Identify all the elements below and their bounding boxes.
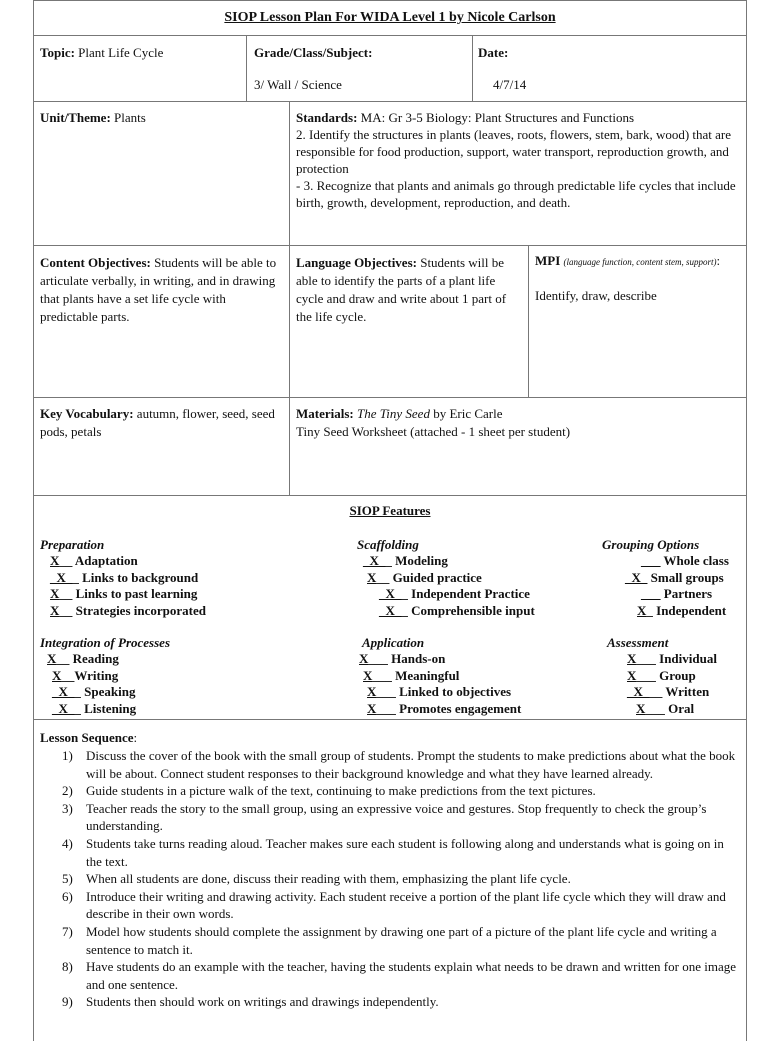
checkbox-mark: _X_ (52, 700, 75, 716)
checkbox-mark: X (636, 700, 646, 716)
step-text: Teacher reads the story to the small group, using an expressive voice and gestures. Stop frequently to check the group’s understanding. (86, 800, 707, 834)
column-divider (472, 35, 473, 101)
checkbox-mark: X (637, 602, 647, 618)
application-group (359, 634, 521, 717)
checkbox-mark: _X_ (625, 569, 648, 585)
feature-item: ___ Linked to objectives (376, 684, 512, 699)
feature-item: ___ Individual (636, 651, 717, 666)
topic-value: Plant Life Cycle (78, 45, 164, 60)
grouping-options-group (602, 536, 729, 619)
siop-features-title: SIOP Features (349, 503, 431, 518)
lesson-sequence-colon: : (133, 730, 138, 745)
step-number: 7) (62, 923, 73, 939)
language-objectives-text: Students will be able to identify the parts of a plant life cycle and draw and write about 1 part of the life cycle. (296, 255, 507, 324)
feature-item: __ Adaptation (59, 553, 138, 568)
feature-item: _ Independent Practice (401, 586, 530, 601)
feature-item: ___ Hands-on (368, 651, 446, 666)
checkbox-mark: X (627, 651, 637, 666)
row-divider (34, 495, 746, 496)
step-number: 3) (62, 800, 73, 816)
date-label: Date: (478, 45, 509, 60)
list-item (40, 800, 742, 835)
checkbox-mark: X (627, 667, 637, 683)
key-vocabulary-cell (40, 405, 280, 441)
feature-item: ___ Oral (645, 700, 695, 716)
feature-item: Partners (660, 586, 713, 601)
checkbox-mark: ___ (641, 553, 661, 568)
scaffolding-group (357, 536, 535, 619)
column-divider (246, 35, 247, 101)
page-title: SIOP Lesson Plan For WIDA Level 1 by Nicole Carlson (224, 10, 556, 25)
assessment-heading: Assessment (607, 635, 669, 650)
application-heading: Application (362, 635, 425, 650)
scaffolding-heading: Scaffolding (357, 537, 419, 552)
mpi-colon: : (716, 253, 721, 268)
topic-label: Topic: (40, 45, 75, 60)
grade-value: 3/ Wall / Science (254, 77, 342, 92)
checkbox-mark: _X_ (627, 684, 650, 699)
lesson-sequence-label: Lesson Sequence (40, 730, 134, 745)
preparation-group (40, 536, 206, 619)
list-item (40, 870, 742, 888)
mpi-cell (535, 252, 743, 304)
language-objectives-cell (296, 254, 524, 326)
step-number: 4) (62, 835, 73, 851)
unit-value: Plants (114, 110, 146, 125)
checkbox-mark: X (50, 553, 60, 568)
list-item (40, 747, 742, 782)
mpi-note: (language function, content stem, support) (563, 257, 717, 267)
materials-line-2: Tiny Seed Worksheet (attached - 1 sheet per student) (296, 424, 571, 439)
list-item (40, 782, 742, 800)
lesson-sequence-list (40, 747, 742, 1011)
standards-label: Standards: (296, 110, 358, 125)
assessment-group (607, 634, 717, 717)
step-number: 2) (62, 783, 73, 799)
row-divider (34, 397, 746, 398)
unit-label: Unit/Theme: (40, 110, 111, 125)
checkbox-mark: X (363, 667, 373, 683)
list-item (40, 958, 742, 993)
row-divider (34, 245, 746, 246)
checkbox-mark: _X_ (379, 602, 402, 618)
checkbox-mark: X (47, 651, 57, 666)
checkbox-mark: _X_ (379, 586, 402, 601)
checkbox-mark: X (50, 602, 60, 618)
materials-book: The Tiny Seed (357, 406, 430, 421)
standards-item-2: 2. Identify the structures in plants (leaves, roots, flowers, stem, bark, wood) that are responsible for food production, support, water transport, reproduction growth, and protection (296, 127, 732, 176)
date-value: 4/7/14 (493, 77, 527, 92)
key-vocabulary-text: autumn, flower, seed, seed pods, petals (40, 406, 275, 439)
standards-item-3: - 3. Recognize that plants and animals go through predictable life cycles that include birth, growth, development, reproduction, and death. (296, 178, 736, 210)
row-divider (34, 101, 746, 102)
standards-line1: MA: Gr 3-5 Biology: Plant Structures and Functions (360, 110, 635, 125)
feature-item: __ Links to past learning (59, 586, 198, 601)
content-objectives-cell (40, 254, 280, 326)
content-objectives-text: Students will be able to articulate verbally, in writing, and in drawing that plants have a set life cycle with predictable parts. (40, 255, 277, 324)
step-text: Students then should work on writings and drawings independently. (86, 994, 439, 1010)
step-text: Discuss the cover of the book with the small group of students. Prompt the students to make predictions about what the book will be about. Connect student responses to their background knowledge and what they have learned already. (86, 748, 736, 781)
column-divider (289, 101, 290, 495)
list-item (40, 923, 742, 958)
materials-author: by Eric Carle (433, 406, 503, 421)
step-number: 1) (62, 748, 73, 763)
checkbox-mark: X (367, 700, 377, 716)
checkbox-mark: X (52, 667, 62, 683)
feature-item: ___ Meaningful (372, 667, 460, 683)
feature-item: __ Written (649, 684, 710, 699)
checkbox-mark: _X_ (50, 569, 73, 585)
step-text: Students take turns reading aloud. Teacher makes sure each student is following along and understands what is going on in the text. (86, 835, 724, 869)
feature-item: __ Reading (56, 651, 119, 666)
checkbox-mark: _X_ (363, 553, 386, 568)
step-text: Introduce their writing and drawing activity. Each student receive a portion of the plant life cycle which they will draw and describe in their own words. (86, 888, 726, 922)
feature-item: __Writing (61, 667, 119, 683)
step-number: 8) (62, 959, 73, 975)
list-item (40, 835, 742, 870)
feature-item: _ Speaking (74, 684, 136, 699)
mpi-label: MPI (535, 253, 561, 268)
preparation-heading: Preparation (40, 537, 105, 552)
topic-cell (40, 44, 240, 61)
row-divider (34, 35, 746, 36)
integration-heading: Integration of Processes (40, 635, 170, 650)
feature-item: ___ Promotes engagement (376, 700, 522, 716)
checkbox-mark: X (359, 651, 369, 666)
step-number: 6) (62, 888, 73, 904)
grouping-options-heading: Grouping Options (602, 537, 700, 552)
step-text: When all students are done, discuss their reading with them, emphasizing the plant life cycle. (86, 871, 571, 887)
standards-cell (296, 109, 742, 211)
unit-cell (40, 109, 280, 126)
materials-label: Materials: (296, 406, 354, 421)
step-text: Guide students in a picture walk of the text, continuing to make predictions from the text pictures. (86, 783, 596, 799)
step-text: Have students do an example with the teacher, having the students explain what needs to be drawn and written for one image and one sentence. (86, 959, 736, 992)
grade-cell (254, 44, 464, 61)
grade-label: Grade/Class/Subject: (254, 45, 373, 60)
step-text: Model how students should complete the assignment by drawing one part of a picture of the plant life cycle and writing a sentence to match it. (86, 923, 717, 957)
step-number: 9) (62, 994, 73, 1010)
feature-item: _ Comprehensible input (401, 602, 535, 618)
language-objectives-label: Language Objectives: (296, 255, 417, 270)
feature-item: _ Links to background (72, 569, 199, 585)
step-number: 5) (62, 871, 73, 887)
lesson-sequence-heading (40, 730, 137, 746)
checkbox-mark: ___ (641, 586, 661, 601)
list-item (40, 993, 742, 1011)
checkbox-mark: X (50, 586, 60, 601)
materials-cell (296, 405, 742, 441)
feature-item: _ Independent (646, 602, 727, 618)
key-vocabulary-label: Key Vocabulary: (40, 406, 134, 421)
date-cell (478, 44, 678, 61)
feature-item: Whole class (660, 553, 729, 568)
feature-item: __ Strategies incorporated (59, 602, 206, 618)
content-objectives-label: Content Objectives: (40, 255, 151, 270)
integration-group (40, 634, 170, 717)
list-item (40, 888, 742, 923)
feature-item: __ Guided practice (376, 569, 482, 585)
feature-item: Small groups (647, 569, 724, 585)
row-divider (34, 719, 746, 720)
checkbox-mark: X (367, 684, 377, 699)
column-divider (528, 245, 529, 397)
mpi-text: Identify, draw, describe (535, 288, 657, 303)
checkbox-mark: _X_ (52, 684, 75, 699)
feature-item: _ Listening (74, 700, 137, 716)
lesson-plan-table (33, 0, 747, 1041)
checkbox-mark: X (367, 569, 377, 585)
feature-item: ___ Group (636, 667, 696, 683)
feature-item: _ Modeling (385, 553, 448, 568)
